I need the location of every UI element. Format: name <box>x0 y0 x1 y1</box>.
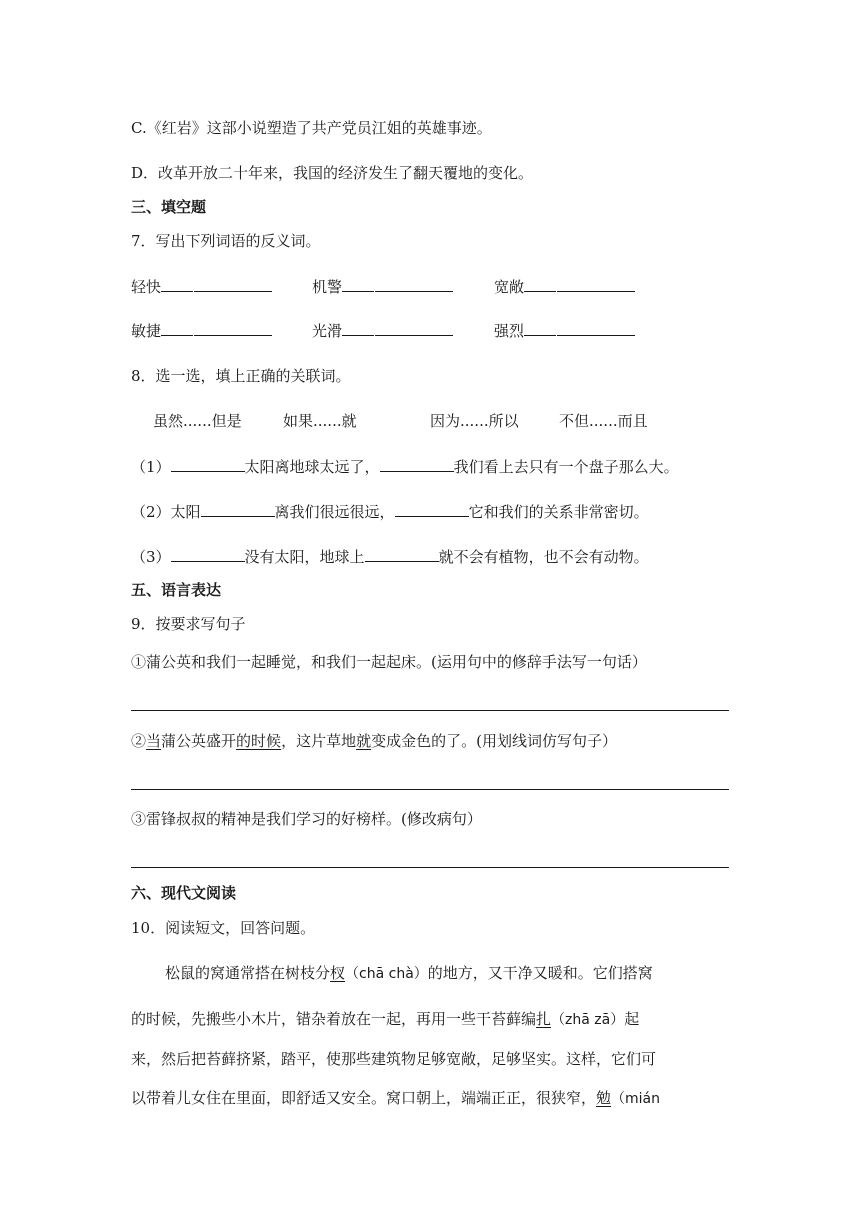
q9-prompt: 9．按要求写句子 <box>131 615 246 633</box>
passage-line: 的时候，先搬些小木片，错杂着放在一起，再用一些干苔藓编扎（zhā zā）起 <box>131 1010 640 1028</box>
underlined-word: 当 <box>146 732 162 750</box>
antonym-item <box>494 276 635 297</box>
antonym-word: 轻快 <box>131 278 162 296</box>
answer-blank[interactable] <box>194 320 272 336</box>
underlined-word: 的时候 <box>236 732 282 750</box>
q10-prompt: 10．阅读短文，回答问题。 <box>131 919 316 937</box>
answer-blank[interactable] <box>171 546 245 562</box>
underlined-char: 勉 <box>596 1089 612 1107</box>
antonym-item <box>131 276 272 297</box>
answer-blank[interactable] <box>375 276 453 292</box>
antonym-item <box>312 276 453 297</box>
underlined-char: 扎 <box>536 1010 552 1028</box>
underlined-word: 就 <box>356 732 372 750</box>
q8-sentence-1: （1） 太阳离地球太远了， 我们看上去只有一个盘子那么大。 <box>131 458 679 476</box>
answer-blank[interactable] <box>395 501 469 517</box>
answer-blank[interactable] <box>380 456 454 472</box>
q8-sentence-3: （3） 没有太阳，地球上 就不会有植物，也不会有动物。 <box>131 548 649 566</box>
q9-item-2: ②当蒲公英盛开的时候，这片草地就变成金色的了。(用划线词仿写句子） <box>131 732 617 750</box>
antonym-word: 敏捷 <box>131 322 162 340</box>
passage-line: 松鼠的窝通常搭在树枝分杈（chā chà）的地方，又干净又暖和。它们搭窝 <box>165 964 653 982</box>
q8-sentence-2: （2）太阳 离我们很远很远， 它和我们的关系非常密切。 <box>131 503 649 521</box>
conjunction-option: 不但......而且 <box>559 412 648 430</box>
passage-line: 来，然后把苔藓挤紧，踏平，使那些建筑物足够宽敞，足够坚实。这样，它们可 <box>131 1050 657 1068</box>
answer-line[interactable] <box>131 789 729 790</box>
section-title-language: 五、语言表达 <box>131 581 222 599</box>
answer-blank[interactable] <box>557 320 635 336</box>
option-c: C.《红岩》这部小说塑造了共产党员江姐的英雄事迹。 <box>131 119 492 137</box>
answer-blank[interactable] <box>375 320 453 336</box>
answer-blank[interactable] <box>201 501 275 517</box>
answer-line[interactable] <box>131 710 729 711</box>
q7-prompt: 7．写出下列词语的反义词。 <box>131 232 321 250</box>
antonym-word: 机警 <box>312 278 343 296</box>
answer-blank[interactable] <box>171 456 245 472</box>
conjunction-option: 如果......就 <box>283 412 357 430</box>
answer-line[interactable] <box>131 867 729 868</box>
antonym-item <box>312 320 453 341</box>
answer-blank[interactable] <box>557 276 635 292</box>
q9-item-1: ①蒲公英和我们一起睡觉，和我们一起起床。(运用句中的修辞手法写一句话） <box>131 653 647 671</box>
answer-blank[interactable] <box>365 546 439 562</box>
underlined-char: 杈 <box>330 964 346 982</box>
conjunction-option: 虽然......但是 <box>153 412 242 430</box>
antonym-word: 强烈 <box>494 322 525 340</box>
option-d: D．改革开放二十年来，我国的经济发生了翻天覆地的变化。 <box>131 164 534 182</box>
q9-item-3: ③雷锋叔叔的精神是我们学习的好榜样。(修改病句） <box>131 810 482 828</box>
antonym-item <box>131 320 272 341</box>
conjunction-option: 因为......所以 <box>430 412 519 430</box>
antonym-word: 光滑 <box>312 322 343 340</box>
antonym-word: 宽敞 <box>494 278 525 296</box>
section-title-reading: 六、现代文阅读 <box>131 884 237 902</box>
section-title-fill-blank: 三、填空题 <box>131 198 207 216</box>
passage-line: 以带着儿女住在里面，即舒适又安全。窝口朝上，端端正正，很狭窄，勉（mián <box>131 1089 661 1107</box>
q8-prompt: 8．选一选，填上正确的关联词。 <box>131 367 351 385</box>
answer-blank[interactable] <box>194 276 272 292</box>
antonym-item <box>494 320 635 341</box>
